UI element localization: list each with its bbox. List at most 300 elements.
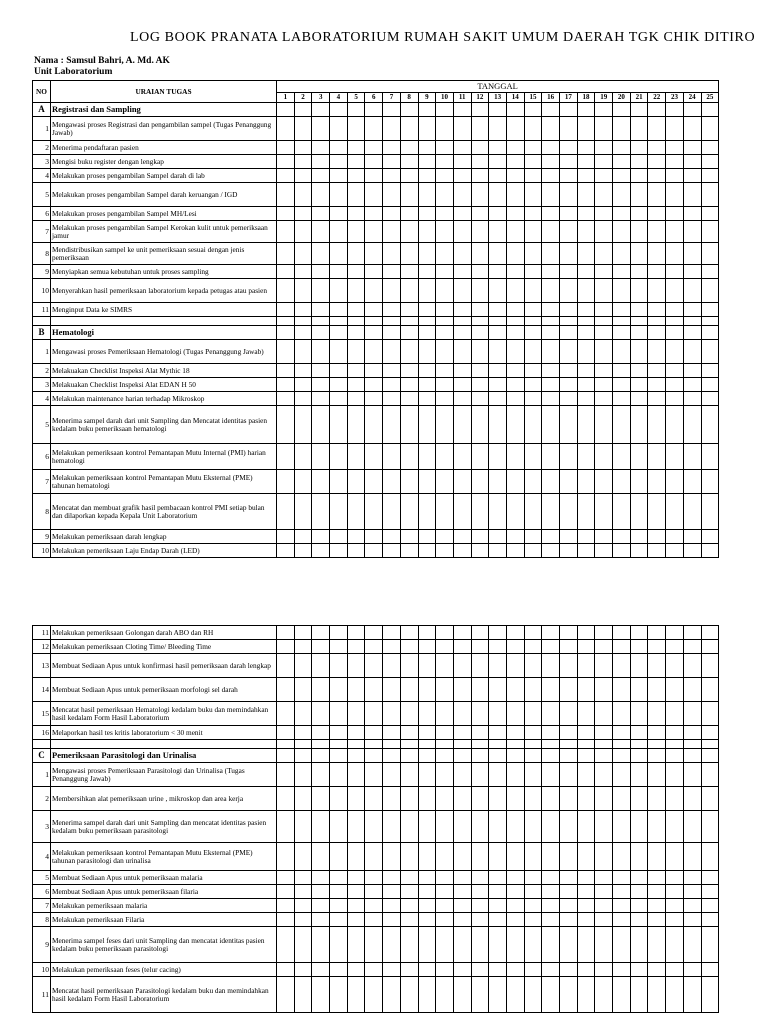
day-cell[interactable] [312, 470, 330, 494]
day-cell[interactable] [383, 444, 401, 470]
day-cell[interactable] [506, 221, 524, 243]
day-cell[interactable] [630, 678, 648, 702]
day-cell[interactable] [613, 265, 631, 279]
day-cell[interactable] [312, 364, 330, 378]
day-cell[interactable] [418, 169, 436, 183]
day-cell[interactable] [365, 340, 383, 364]
day-cell[interactable] [471, 871, 489, 885]
day-cell[interactable] [630, 221, 648, 243]
day-cell[interactable] [347, 678, 365, 702]
day-cell[interactable] [701, 494, 719, 530]
day-cell[interactable] [347, 279, 365, 303]
day-cell[interactable] [294, 207, 312, 221]
day-cell[interactable] [595, 544, 613, 558]
day-cell[interactable] [648, 885, 666, 899]
day-cell[interactable] [330, 444, 348, 470]
day-cell[interactable] [560, 913, 578, 927]
day-cell[interactable] [524, 378, 542, 392]
day-cell[interactable] [613, 340, 631, 364]
day-cell[interactable] [542, 221, 560, 243]
day-cell[interactable] [666, 530, 684, 544]
day-cell[interactable] [666, 702, 684, 726]
day-cell[interactable] [294, 787, 312, 811]
day-cell[interactable] [383, 494, 401, 530]
day-cell[interactable] [648, 977, 666, 1013]
day-cell[interactable] [365, 963, 383, 977]
day-cell[interactable] [560, 221, 578, 243]
day-cell[interactable] [453, 406, 471, 444]
day-cell[interactable] [436, 740, 454, 749]
day-cell[interactable] [666, 155, 684, 169]
day-cell[interactable] [347, 640, 365, 654]
day-cell[interactable] [365, 317, 383, 326]
day-cell[interactable] [436, 749, 454, 763]
day-cell[interactable] [648, 678, 666, 702]
day-cell[interactable] [347, 364, 365, 378]
day-cell[interactable] [347, 885, 365, 899]
day-cell[interactable] [648, 279, 666, 303]
day-cell[interactable] [400, 626, 418, 640]
day-cell[interactable] [701, 103, 719, 117]
day-cell[interactable] [683, 221, 701, 243]
day-cell[interactable] [506, 326, 524, 340]
day-cell[interactable] [436, 885, 454, 899]
day-cell[interactable] [648, 117, 666, 141]
day-cell[interactable] [471, 221, 489, 243]
day-cell[interactable] [701, 183, 719, 207]
day-cell[interactable] [648, 155, 666, 169]
day-cell[interactable] [489, 207, 507, 221]
day-cell[interactable] [436, 279, 454, 303]
day-cell[interactable] [330, 279, 348, 303]
day-cell[interactable] [595, 494, 613, 530]
day-cell[interactable] [560, 654, 578, 678]
day-cell[interactable] [436, 326, 454, 340]
day-cell[interactable] [330, 843, 348, 871]
day-cell[interactable] [418, 640, 436, 654]
day-cell[interactable] [400, 141, 418, 155]
day-cell[interactable] [683, 702, 701, 726]
day-cell[interactable] [277, 811, 295, 843]
day-cell[interactable] [330, 406, 348, 444]
day-cell[interactable] [506, 726, 524, 740]
day-cell[interactable] [418, 444, 436, 470]
day-cell[interactable] [577, 169, 595, 183]
day-cell[interactable] [542, 303, 560, 317]
day-cell[interactable] [453, 303, 471, 317]
day-cell[interactable] [418, 406, 436, 444]
day-cell[interactable] [506, 470, 524, 494]
day-cell[interactable] [277, 317, 295, 326]
day-cell[interactable] [560, 899, 578, 913]
day-cell[interactable] [506, 654, 524, 678]
day-cell[interactable] [701, 963, 719, 977]
day-cell[interactable] [418, 530, 436, 544]
day-cell[interactable] [542, 141, 560, 155]
day-cell[interactable] [489, 885, 507, 899]
day-cell[interactable] [383, 963, 401, 977]
day-cell[interactable] [277, 977, 295, 1013]
day-cell[interactable] [365, 899, 383, 913]
day-cell[interactable] [347, 378, 365, 392]
day-cell[interactable] [560, 871, 578, 885]
day-cell[interactable] [560, 927, 578, 963]
day-cell[interactable] [506, 811, 524, 843]
day-cell[interactable] [577, 444, 595, 470]
day-cell[interactable] [648, 544, 666, 558]
day-cell[interactable] [330, 494, 348, 530]
day-cell[interactable] [630, 626, 648, 640]
day-cell[interactable] [294, 392, 312, 406]
day-cell[interactable] [542, 899, 560, 913]
day-cell[interactable] [400, 871, 418, 885]
day-cell[interactable] [436, 378, 454, 392]
day-cell[interactable] [701, 117, 719, 141]
day-cell[interactable] [489, 444, 507, 470]
day-cell[interactable] [595, 678, 613, 702]
day-cell[interactable] [613, 740, 631, 749]
day-cell[interactable] [471, 207, 489, 221]
day-cell[interactable] [418, 927, 436, 963]
day-cell[interactable] [453, 749, 471, 763]
day-cell[interactable] [524, 811, 542, 843]
day-cell[interactable] [471, 626, 489, 640]
day-cell[interactable] [595, 654, 613, 678]
day-cell[interactable] [542, 843, 560, 871]
day-cell[interactable] [542, 654, 560, 678]
day-cell[interactable] [312, 654, 330, 678]
day-cell[interactable] [489, 221, 507, 243]
day-cell[interactable] [436, 221, 454, 243]
day-cell[interactable] [489, 317, 507, 326]
day-cell[interactable] [613, 207, 631, 221]
day-cell[interactable] [506, 340, 524, 364]
day-cell[interactable] [560, 364, 578, 378]
day-cell[interactable] [560, 678, 578, 702]
day-cell[interactable] [277, 843, 295, 871]
day-cell[interactable] [630, 378, 648, 392]
day-cell[interactable] [595, 726, 613, 740]
day-cell[interactable] [400, 406, 418, 444]
day-cell[interactable] [648, 326, 666, 340]
day-cell[interactable] [542, 640, 560, 654]
day-cell[interactable] [613, 117, 631, 141]
day-cell[interactable] [471, 392, 489, 406]
day-cell[interactable] [330, 977, 348, 1013]
day-cell[interactable] [613, 406, 631, 444]
day-cell[interactable] [471, 811, 489, 843]
day-cell[interactable] [542, 117, 560, 141]
day-cell[interactable] [436, 155, 454, 169]
day-cell[interactable] [400, 811, 418, 843]
day-cell[interactable] [560, 977, 578, 1013]
day-cell[interactable] [294, 740, 312, 749]
day-cell[interactable] [418, 303, 436, 317]
day-cell[interactable] [648, 364, 666, 378]
day-cell[interactable] [365, 763, 383, 787]
day-cell[interactable] [577, 544, 595, 558]
day-cell[interactable] [595, 626, 613, 640]
day-cell[interactable] [383, 626, 401, 640]
day-cell[interactable] [630, 340, 648, 364]
day-cell[interactable] [683, 626, 701, 640]
day-cell[interactable] [277, 103, 295, 117]
day-cell[interactable] [418, 977, 436, 1013]
day-cell[interactable] [471, 899, 489, 913]
day-cell[interactable] [542, 326, 560, 340]
day-cell[interactable] [577, 871, 595, 885]
day-cell[interactable] [347, 740, 365, 749]
day-cell[interactable] [648, 317, 666, 326]
day-cell[interactable] [294, 303, 312, 317]
day-cell[interactable] [383, 103, 401, 117]
day-cell[interactable] [506, 626, 524, 640]
day-cell[interactable] [383, 871, 401, 885]
day-cell[interactable] [294, 885, 312, 899]
day-cell[interactable] [400, 317, 418, 326]
day-cell[interactable] [436, 265, 454, 279]
day-cell[interactable] [683, 871, 701, 885]
day-cell[interactable] [453, 494, 471, 530]
day-cell[interactable] [701, 530, 719, 544]
day-cell[interactable] [418, 871, 436, 885]
day-cell[interactable] [489, 843, 507, 871]
day-cell[interactable] [595, 169, 613, 183]
day-cell[interactable] [666, 494, 684, 530]
day-cell[interactable] [577, 702, 595, 726]
day-cell[interactable] [277, 626, 295, 640]
day-cell[interactable] [365, 927, 383, 963]
day-cell[interactable] [524, 141, 542, 155]
day-cell[interactable] [471, 317, 489, 326]
day-cell[interactable] [630, 530, 648, 544]
day-cell[interactable] [453, 155, 471, 169]
day-cell[interactable] [560, 787, 578, 811]
day-cell[interactable] [277, 378, 295, 392]
day-cell[interactable] [400, 787, 418, 811]
day-cell[interactable] [595, 265, 613, 279]
day-cell[interactable] [312, 702, 330, 726]
day-cell[interactable] [666, 640, 684, 654]
day-cell[interactable] [347, 155, 365, 169]
day-cell[interactable] [383, 265, 401, 279]
day-cell[interactable] [613, 103, 631, 117]
day-cell[interactable] [312, 103, 330, 117]
day-cell[interactable] [683, 740, 701, 749]
day-cell[interactable] [595, 326, 613, 340]
day-cell[interactable] [542, 963, 560, 977]
day-cell[interactable] [277, 740, 295, 749]
day-cell[interactable] [365, 494, 383, 530]
day-cell[interactable] [365, 678, 383, 702]
day-cell[interactable] [330, 392, 348, 406]
day-cell[interactable] [365, 364, 383, 378]
day-cell[interactable] [277, 340, 295, 364]
day-cell[interactable] [577, 913, 595, 927]
day-cell[interactable] [506, 843, 524, 871]
day-cell[interactable] [630, 169, 648, 183]
day-cell[interactable] [683, 340, 701, 364]
day-cell[interactable] [365, 155, 383, 169]
day-cell[interactable] [294, 340, 312, 364]
day-cell[interactable] [471, 378, 489, 392]
day-cell[interactable] [701, 787, 719, 811]
day-cell[interactable] [383, 392, 401, 406]
day-cell[interactable] [683, 726, 701, 740]
day-cell[interactable] [489, 494, 507, 530]
day-cell[interactable] [524, 544, 542, 558]
day-cell[interactable] [577, 103, 595, 117]
day-cell[interactable] [489, 378, 507, 392]
day-cell[interactable] [453, 626, 471, 640]
day-cell[interactable] [524, 726, 542, 740]
day-cell[interactable] [383, 530, 401, 544]
day-cell[interactable] [312, 141, 330, 155]
day-cell[interactable] [365, 265, 383, 279]
day-cell[interactable] [524, 494, 542, 530]
day-cell[interactable] [595, 740, 613, 749]
day-cell[interactable] [436, 763, 454, 787]
day-cell[interactable] [577, 155, 595, 169]
day-cell[interactable] [453, 340, 471, 364]
day-cell[interactable] [683, 843, 701, 871]
day-cell[interactable] [365, 702, 383, 726]
day-cell[interactable] [701, 626, 719, 640]
day-cell[interactable] [347, 530, 365, 544]
day-cell[interactable] [400, 963, 418, 977]
day-cell[interactable] [330, 740, 348, 749]
day-cell[interactable] [365, 749, 383, 763]
day-cell[interactable] [683, 303, 701, 317]
day-cell[interactable] [347, 265, 365, 279]
day-cell[interactable] [701, 392, 719, 406]
day-cell[interactable] [347, 221, 365, 243]
day-cell[interactable] [613, 317, 631, 326]
day-cell[interactable] [436, 702, 454, 726]
day-cell[interactable] [666, 749, 684, 763]
day-cell[interactable] [312, 378, 330, 392]
day-cell[interactable] [577, 265, 595, 279]
day-cell[interactable] [418, 749, 436, 763]
day-cell[interactable] [666, 871, 684, 885]
day-cell[interactable] [312, 183, 330, 207]
day-cell[interactable] [560, 530, 578, 544]
day-cell[interactable] [613, 811, 631, 843]
day-cell[interactable] [436, 169, 454, 183]
day-cell[interactable] [683, 326, 701, 340]
day-cell[interactable] [383, 183, 401, 207]
day-cell[interactable] [542, 207, 560, 221]
day-cell[interactable] [400, 183, 418, 207]
day-cell[interactable] [453, 740, 471, 749]
day-cell[interactable] [506, 963, 524, 977]
day-cell[interactable] [524, 169, 542, 183]
day-cell[interactable] [666, 544, 684, 558]
day-cell[interactable] [365, 221, 383, 243]
day-cell[interactable] [701, 317, 719, 326]
day-cell[interactable] [595, 364, 613, 378]
day-cell[interactable] [666, 811, 684, 843]
day-cell[interactable] [277, 279, 295, 303]
day-cell[interactable] [577, 977, 595, 1013]
day-cell[interactable] [506, 927, 524, 963]
day-cell[interactable] [701, 279, 719, 303]
day-cell[interactable] [524, 749, 542, 763]
day-cell[interactable] [701, 406, 719, 444]
day-cell[interactable] [683, 117, 701, 141]
day-cell[interactable] [560, 340, 578, 364]
day-cell[interactable] [542, 169, 560, 183]
day-cell[interactable] [524, 678, 542, 702]
day-cell[interactable] [330, 169, 348, 183]
day-cell[interactable] [701, 678, 719, 702]
day-cell[interactable] [506, 103, 524, 117]
day-cell[interactable] [506, 885, 524, 899]
day-cell[interactable] [418, 265, 436, 279]
day-cell[interactable] [506, 763, 524, 787]
day-cell[interactable] [613, 141, 631, 155]
day-cell[interactable] [666, 303, 684, 317]
day-cell[interactable] [312, 303, 330, 317]
day-cell[interactable] [630, 141, 648, 155]
day-cell[interactable] [330, 364, 348, 378]
day-cell[interactable] [489, 303, 507, 317]
day-cell[interactable] [524, 470, 542, 494]
day-cell[interactable] [613, 221, 631, 243]
day-cell[interactable] [524, 155, 542, 169]
day-cell[interactable] [436, 843, 454, 871]
day-cell[interactable] [613, 364, 631, 378]
day-cell[interactable] [524, 326, 542, 340]
day-cell[interactable] [542, 726, 560, 740]
day-cell[interactable] [613, 654, 631, 678]
day-cell[interactable] [400, 494, 418, 530]
day-cell[interactable] [453, 326, 471, 340]
day-cell[interactable] [630, 544, 648, 558]
day-cell[interactable] [436, 654, 454, 678]
day-cell[interactable] [683, 265, 701, 279]
day-cell[interactable] [294, 169, 312, 183]
day-cell[interactable] [436, 640, 454, 654]
day-cell[interactable] [560, 183, 578, 207]
day-cell[interactable] [524, 183, 542, 207]
day-cell[interactable] [683, 444, 701, 470]
day-cell[interactable] [294, 326, 312, 340]
day-cell[interactable] [701, 303, 719, 317]
day-cell[interactable] [347, 392, 365, 406]
day-cell[interactable] [294, 626, 312, 640]
day-cell[interactable] [506, 544, 524, 558]
day-cell[interactable] [330, 265, 348, 279]
day-cell[interactable] [524, 626, 542, 640]
day-cell[interactable] [595, 392, 613, 406]
day-cell[interactable] [347, 207, 365, 221]
day-cell[interactable] [418, 117, 436, 141]
day-cell[interactable] [312, 155, 330, 169]
day-cell[interactable] [330, 963, 348, 977]
day-cell[interactable] [436, 117, 454, 141]
day-cell[interactable] [453, 221, 471, 243]
day-cell[interactable] [648, 763, 666, 787]
day-cell[interactable] [560, 702, 578, 726]
day-cell[interactable] [277, 207, 295, 221]
day-cell[interactable] [524, 763, 542, 787]
day-cell[interactable] [365, 303, 383, 317]
day-cell[interactable] [400, 749, 418, 763]
day-cell[interactable] [418, 470, 436, 494]
day-cell[interactable] [383, 913, 401, 927]
day-cell[interactable] [489, 626, 507, 640]
